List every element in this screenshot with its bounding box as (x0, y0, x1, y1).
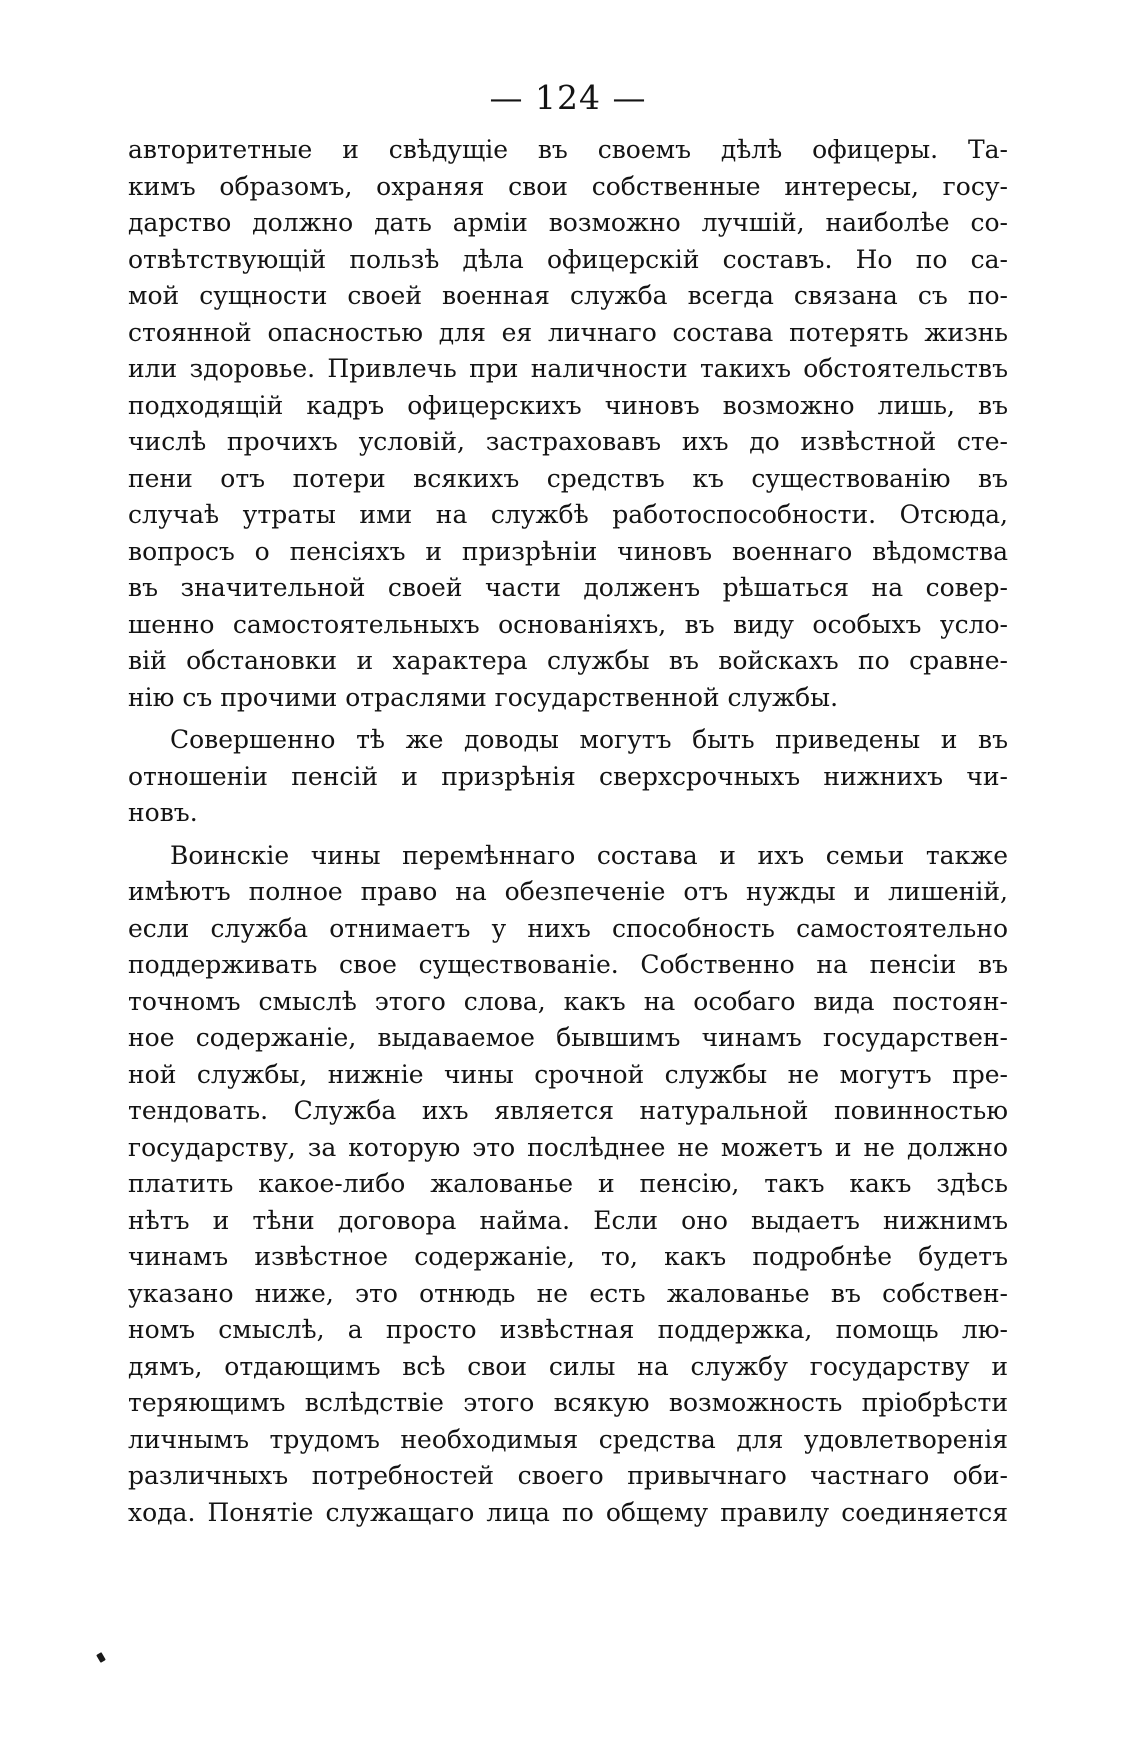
text-line: номъ смыслѣ, а просто извѣстная поддержка, помощь лю- (128, 1315, 1008, 1344)
text-line: поддерживать свое существованіе. Собственно на пенсіи въ (128, 950, 1008, 979)
paragraph-2 (128, 722, 1008, 832)
text-line: государству, за которую это послѣднее не можетъ и не должно (128, 1132, 1008, 1162)
page-number: — 124 — (489, 78, 647, 117)
text-line: тендовать. Служба ихъ является натуральной повинностью (128, 1096, 1008, 1125)
text-line: нѣтъ и тѣни договора найма. Если оно выдаетъ нижнимъ (128, 1205, 1008, 1235)
text-line: или здоровье. Привлечь при наличности такихъ обстоятельствъ (128, 354, 1008, 383)
text-line: числѣ прочихъ условій, застраховавъ ихъ до извѣстной сте- (128, 427, 1008, 456)
text-line: вопросъ о пенсіяхъ и призрѣніи чиновъ военнаго вѣдомства (128, 536, 1008, 566)
text-line: отвѣтствующій пользѣ дѣла офицерскій составъ. Но по са- (128, 244, 1008, 274)
text-line: пени отъ потери всякихъ средствъ къ существованію въ (128, 463, 1008, 493)
text-line: авторитетные и свѣдущіе въ своемъ дѣлѣ офицеры. Та- (128, 135, 1008, 164)
text-line: дарство должно дать арміи возможно лучшій, наиболѣе со- (128, 208, 1008, 237)
text-line: отношеніи пенсій и призрѣнія сверхсрочныхъ нижнихъ чи- (128, 761, 1008, 791)
text-line: кимъ образомъ, охраняя свои собственные интересы, госу- (128, 171, 1008, 201)
text-line: различныхъ потребностей своего привычнаго частнаго оби- (128, 1461, 1008, 1490)
text-line: точномъ смыслѣ этого слова, какъ на особаго вида постоян- (128, 986, 1008, 1016)
paragraph-1 (128, 132, 1008, 716)
text-line: личнымъ трудомъ необходимыя средства для удовлетворенія (128, 1424, 1008, 1454)
paragraph-text (128, 838, 1008, 1532)
text-line: теряющимъ вслѣдствіе этого всякую возможность пріобрѣсти (128, 1388, 1008, 1417)
text-line: хода. Понятіе служащаго лица по общему правилу соединяется (128, 1497, 1008, 1527)
text-line: указано ниже, это отнюдь не есть жалованье въ собствен- (128, 1278, 1008, 1308)
text-line: новъ. (128, 798, 198, 827)
text-line: подходящій кадръ офицерскихъ чиновъ возможно лишь, въ (128, 390, 1008, 420)
paragraph-text (128, 132, 1008, 716)
book-page (128, 78, 1008, 1531)
text-line: вій обстановки и характера службы въ войскахъ по сравне- (128, 646, 1008, 675)
text-line: платить какое-либо жалованье и пенсію, такъ какъ здѣсь (128, 1169, 1008, 1198)
text-line: стоянной опасностью для ея личнаго состава потерять жизнь (128, 317, 1008, 347)
text-line: ной службы, нижніе чины срочной службы не могутъ пре- (128, 1059, 1008, 1089)
text-line: имѣютъ полное право на обезпеченіе отъ нужды и лишеній, (128, 877, 1008, 906)
text-line: въ значительной своей части долженъ рѣшаться на совер- (128, 573, 1008, 602)
text-line: чинамъ извѣстное содержаніе, то, какъ подробнѣе будетъ (128, 1242, 1008, 1271)
text-line: если служба отнимаетъ у нихъ способность самостоятельно (128, 913, 1008, 943)
text-line: дямъ, отдающимъ всѣ свои силы на службу государству и (128, 1351, 1008, 1381)
text-line: мой сущности своей военная служба всегда связана съ по- (128, 281, 1008, 310)
text-line: случаѣ утраты ими на службѣ работоспособности. Отсюда, (128, 500, 1008, 529)
text-line: ное содержаніе, выдаваемое бывшимъ чинамъ государствен- (128, 1023, 1008, 1052)
text-line: Воинскіе чины перемѣннаго состава и ихъ семьи также (170, 840, 1008, 870)
text-line: нію съ прочими отраслями государственной службы. (128, 682, 839, 712)
text-line: Совершенно тѣ же доводы могутъ быть приведены и въ (170, 725, 1008, 754)
text-line: шенно самостоятельныхъ основаніяхъ, въ виду особыхъ усло- (128, 609, 1008, 639)
paragraph-text (128, 722, 1008, 832)
paragraph-3 (128, 838, 1008, 1532)
ink-speck (96, 1652, 106, 1663)
